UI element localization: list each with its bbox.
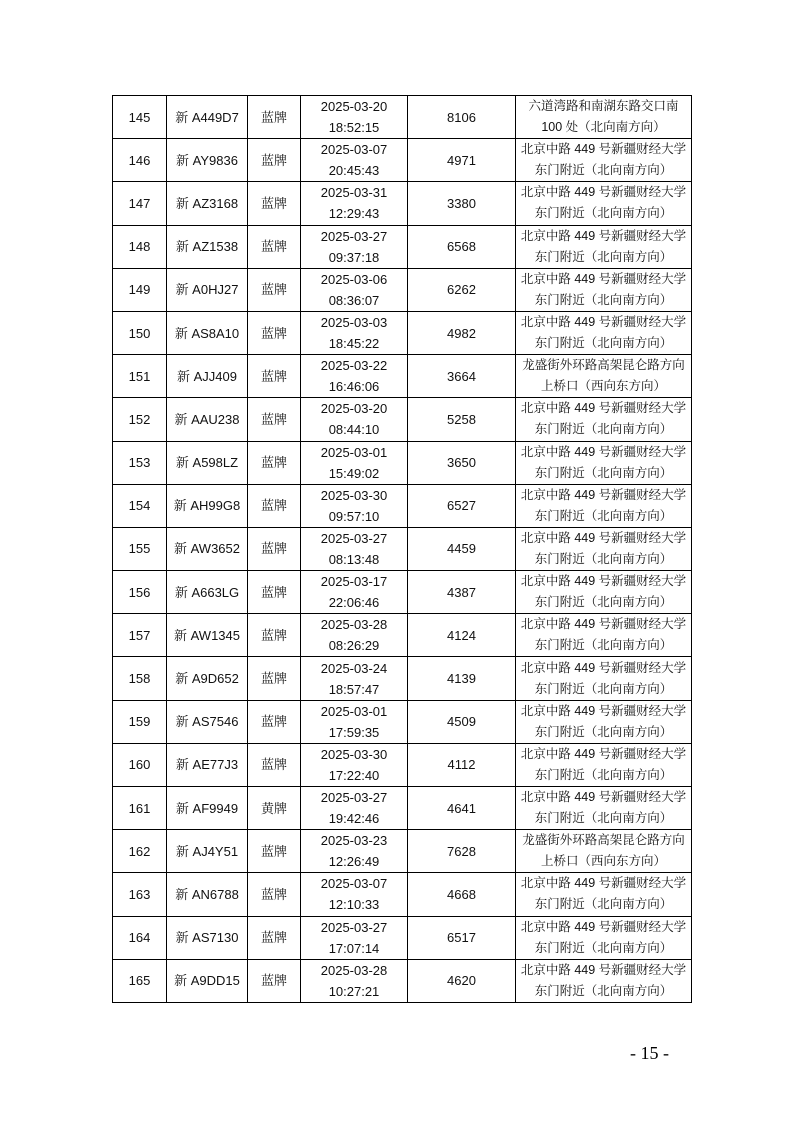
location-cell bbox=[516, 959, 692, 1002]
location-line-2: 东门附近（北向南方向） bbox=[534, 897, 673, 912]
plate-color: 蓝牌 bbox=[248, 571, 301, 614]
timestamp-cell bbox=[301, 398, 408, 441]
plate-number: 新 AS7546 bbox=[167, 700, 248, 743]
amount: 4112 bbox=[408, 743, 516, 786]
records-table bbox=[112, 95, 692, 1003]
timestamp-cell bbox=[301, 96, 408, 139]
plate-number: 新 AW1345 bbox=[167, 614, 248, 657]
row-number: 165 bbox=[113, 959, 167, 1002]
amount: 4668 bbox=[408, 873, 516, 916]
page-number: - 15 - bbox=[630, 1043, 669, 1063]
table-row bbox=[113, 916, 692, 959]
location-line-2: 东门附近（北向南方向） bbox=[534, 724, 673, 739]
plate-color: 蓝牌 bbox=[248, 959, 301, 1002]
amount: 5258 bbox=[408, 398, 516, 441]
amount: 4387 bbox=[408, 571, 516, 614]
amount: 3664 bbox=[408, 355, 516, 398]
time: 17:22:40 bbox=[328, 767, 380, 783]
plate-number: 新 AW3652 bbox=[167, 527, 248, 570]
date: 2025-03-06 bbox=[320, 271, 388, 287]
plate-color: 蓝牌 bbox=[248, 830, 301, 873]
date: 2025-03-27 bbox=[320, 228, 388, 244]
location-cell bbox=[516, 657, 692, 700]
timestamp-cell bbox=[301, 182, 408, 225]
location-cell bbox=[516, 225, 692, 268]
plate-number: 新 AJJ409 bbox=[167, 355, 248, 398]
time: 08:13:48 bbox=[328, 551, 380, 567]
date: 2025-03-01 bbox=[320, 444, 388, 460]
location-cell bbox=[516, 571, 692, 614]
table-row bbox=[113, 787, 692, 830]
table-row bbox=[113, 441, 692, 484]
row-number: 151 bbox=[113, 355, 167, 398]
records-table-body bbox=[113, 96, 692, 1003]
date: 2025-03-17 bbox=[320, 574, 388, 590]
table-row bbox=[113, 139, 692, 182]
location-cell bbox=[516, 268, 692, 311]
table-row bbox=[113, 268, 692, 311]
row-number: 163 bbox=[113, 873, 167, 916]
location-line-2: 100 处（北向南方向） bbox=[541, 120, 666, 135]
plate-number: 新 AZ1538 bbox=[167, 225, 248, 268]
location-line-1: 北京中路 449 号新疆财经大学 bbox=[520, 185, 687, 200]
time: 12:10:33 bbox=[328, 897, 380, 913]
location-line-1: 北京中路 449 号新疆财经大学 bbox=[520, 617, 687, 632]
row-number: 155 bbox=[113, 527, 167, 570]
time: 18:52:15 bbox=[328, 120, 380, 136]
table-row bbox=[113, 614, 692, 657]
location-line-2: 东门附近（北向南方向） bbox=[534, 940, 673, 955]
date: 2025-03-03 bbox=[320, 315, 388, 331]
location-cell bbox=[516, 311, 692, 354]
row-number: 152 bbox=[113, 398, 167, 441]
location-line-2: 东门附近（北向南方向） bbox=[534, 811, 673, 826]
plate-color: 蓝牌 bbox=[248, 916, 301, 959]
location-line-1: 北京中路 449 号新疆财经大学 bbox=[520, 228, 687, 243]
location-cell bbox=[516, 743, 692, 786]
date: 2025-03-20 bbox=[320, 99, 388, 115]
date: 2025-03-27 bbox=[320, 530, 388, 546]
table-row bbox=[113, 657, 692, 700]
timestamp-cell bbox=[301, 225, 408, 268]
timestamp-cell bbox=[301, 355, 408, 398]
amount: 4982 bbox=[408, 311, 516, 354]
location-cell bbox=[516, 700, 692, 743]
location-line-2: 东门附近（北向南方向） bbox=[534, 681, 673, 696]
row-number: 153 bbox=[113, 441, 167, 484]
location-line-2: 东门附近（北向南方向） bbox=[534, 551, 673, 566]
amount: 4971 bbox=[408, 139, 516, 182]
row-number: 158 bbox=[113, 657, 167, 700]
row-number: 157 bbox=[113, 614, 167, 657]
row-number: 162 bbox=[113, 830, 167, 873]
amount: 7628 bbox=[408, 830, 516, 873]
location-line-1: 北京中路 449 号新疆财经大学 bbox=[520, 703, 687, 718]
table-row bbox=[113, 571, 692, 614]
location-cell bbox=[516, 527, 692, 570]
row-number: 148 bbox=[113, 225, 167, 268]
plate-number: 新 A9DD15 bbox=[167, 959, 248, 1002]
date: 2025-03-30 bbox=[320, 487, 388, 503]
time: 16:46:06 bbox=[328, 379, 380, 395]
plate-color: 蓝牌 bbox=[248, 225, 301, 268]
location-line-2: 东门附近（北向南方向） bbox=[534, 595, 673, 610]
location-line-2: 东门附近（北向南方向） bbox=[534, 336, 673, 351]
location-cell bbox=[516, 916, 692, 959]
plate-number: 新 AZ3168 bbox=[167, 182, 248, 225]
row-number: 160 bbox=[113, 743, 167, 786]
table-row bbox=[113, 873, 692, 916]
amount: 6568 bbox=[408, 225, 516, 268]
location-line-1: 北京中路 449 号新疆财经大学 bbox=[520, 487, 687, 502]
amount: 4641 bbox=[408, 787, 516, 830]
location-cell bbox=[516, 484, 692, 527]
plate-number: 新 AH99G8 bbox=[167, 484, 248, 527]
plate-color: 蓝牌 bbox=[248, 96, 301, 139]
table-row bbox=[113, 182, 692, 225]
plate-number: 新 AS7130 bbox=[167, 916, 248, 959]
table-row bbox=[113, 225, 692, 268]
location-cell bbox=[516, 355, 692, 398]
date: 2025-03-27 bbox=[320, 790, 388, 806]
row-number: 161 bbox=[113, 787, 167, 830]
plate-color: 蓝牌 bbox=[248, 657, 301, 700]
time: 22:06:46 bbox=[328, 595, 380, 611]
date: 2025-03-23 bbox=[320, 833, 388, 849]
table-row bbox=[113, 830, 692, 873]
plate-number: 新 A663LG bbox=[167, 571, 248, 614]
time: 12:26:49 bbox=[328, 854, 380, 870]
location-line-1: 北京中路 449 号新疆财经大学 bbox=[520, 271, 687, 286]
amount: 6262 bbox=[408, 268, 516, 311]
amount: 4509 bbox=[408, 700, 516, 743]
table-row bbox=[113, 484, 692, 527]
row-number: 164 bbox=[113, 916, 167, 959]
location-line-1: 北京中路 449 号新疆财经大学 bbox=[520, 660, 687, 675]
plate-color: 蓝牌 bbox=[248, 182, 301, 225]
timestamp-cell bbox=[301, 441, 408, 484]
location-line-1: 北京中路 449 号新疆财经大学 bbox=[520, 876, 687, 891]
amount: 3380 bbox=[408, 182, 516, 225]
row-number: 156 bbox=[113, 571, 167, 614]
time: 17:07:14 bbox=[328, 940, 380, 956]
location-cell bbox=[516, 398, 692, 441]
timestamp-cell bbox=[301, 830, 408, 873]
plate-color: 蓝牌 bbox=[248, 484, 301, 527]
plate-color: 蓝牌 bbox=[248, 614, 301, 657]
location-cell bbox=[516, 139, 692, 182]
location-line-2: 东门附近（北向南方向） bbox=[534, 465, 673, 480]
date: 2025-03-30 bbox=[320, 746, 388, 762]
plate-color: 蓝牌 bbox=[248, 700, 301, 743]
timestamp-cell bbox=[301, 743, 408, 786]
timestamp-cell bbox=[301, 527, 408, 570]
amount: 4124 bbox=[408, 614, 516, 657]
plate-number: 新 AF9949 bbox=[167, 787, 248, 830]
location-line-1: 北京中路 449 号新疆财经大学 bbox=[520, 962, 687, 977]
date: 2025-03-24 bbox=[320, 660, 388, 676]
timestamp-cell bbox=[301, 484, 408, 527]
table-row bbox=[113, 959, 692, 1002]
plate-color: 蓝牌 bbox=[248, 398, 301, 441]
time: 09:57:10 bbox=[328, 508, 380, 524]
location-cell bbox=[516, 441, 692, 484]
plate-color: 蓝牌 bbox=[248, 355, 301, 398]
table-row bbox=[113, 700, 692, 743]
time: 18:45:22 bbox=[328, 336, 380, 352]
row-number: 150 bbox=[113, 311, 167, 354]
timestamp-cell bbox=[301, 139, 408, 182]
amount: 4620 bbox=[408, 959, 516, 1002]
date: 2025-03-07 bbox=[320, 142, 388, 158]
location-line-1: 北京中路 449 号新疆财经大学 bbox=[520, 530, 687, 545]
timestamp-cell bbox=[301, 657, 408, 700]
location-line-1: 北京中路 449 号新疆财经大学 bbox=[520, 574, 687, 589]
date: 2025-03-28 bbox=[320, 617, 388, 633]
location-cell bbox=[516, 182, 692, 225]
location-line-1: 龙盛街外环路高架昆仑路方向 bbox=[522, 833, 685, 848]
plate-number: 新 AE77J3 bbox=[167, 743, 248, 786]
plate-number: 新 A9D652 bbox=[167, 657, 248, 700]
amount: 3650 bbox=[408, 441, 516, 484]
timestamp-cell bbox=[301, 916, 408, 959]
location-line-2: 上桥口（西向东方向） bbox=[540, 854, 666, 869]
plate-color: 蓝牌 bbox=[248, 268, 301, 311]
date: 2025-03-20 bbox=[320, 401, 388, 417]
time: 17:59:35 bbox=[328, 724, 380, 740]
location-line-2: 东门附近（北向南方向） bbox=[534, 249, 673, 264]
location-line-1: 龙盛街外环路高架昆仑路方向 bbox=[522, 358, 685, 373]
plate-color: 蓝牌 bbox=[248, 139, 301, 182]
location-line-1: 北京中路 449 号新疆财经大学 bbox=[520, 401, 687, 416]
location-line-2: 东门附近（北向南方向） bbox=[534, 983, 673, 998]
plate-color: 黄牌 bbox=[248, 787, 301, 830]
table-row bbox=[113, 743, 692, 786]
timestamp-cell bbox=[301, 614, 408, 657]
location-line-1: 北京中路 449 号新疆财经大学 bbox=[520, 444, 687, 459]
location-line-1: 北京中路 449 号新疆财经大学 bbox=[520, 746, 687, 761]
plate-number: 新 A598LZ bbox=[167, 441, 248, 484]
amount: 4139 bbox=[408, 657, 516, 700]
date: 2025-03-07 bbox=[320, 876, 388, 892]
timestamp-cell bbox=[301, 311, 408, 354]
timestamp-cell bbox=[301, 787, 408, 830]
table-row bbox=[113, 527, 692, 570]
date: 2025-03-31 bbox=[320, 185, 388, 201]
plate-number: 新 AN6788 bbox=[167, 873, 248, 916]
time: 09:37:18 bbox=[328, 249, 380, 265]
amount: 6517 bbox=[408, 916, 516, 959]
location-line-2: 东门附近（北向南方向） bbox=[534, 638, 673, 653]
location-line-1: 北京中路 449 号新疆财经大学 bbox=[520, 919, 687, 934]
amount: 6527 bbox=[408, 484, 516, 527]
date: 2025-03-28 bbox=[320, 962, 388, 978]
timestamp-cell bbox=[301, 268, 408, 311]
row-number: 146 bbox=[113, 139, 167, 182]
plate-number: 新 AS8A10 bbox=[167, 311, 248, 354]
location-line-2: 东门附近（北向南方向） bbox=[534, 767, 673, 782]
location-line-2: 东门附近（北向南方向） bbox=[534, 206, 673, 221]
plate-number: 新 A449D7 bbox=[167, 96, 248, 139]
timestamp-cell bbox=[301, 700, 408, 743]
time: 08:44:10 bbox=[328, 422, 380, 438]
plate-color: 蓝牌 bbox=[248, 311, 301, 354]
location-cell bbox=[516, 830, 692, 873]
time: 08:36:07 bbox=[328, 292, 380, 308]
location-cell bbox=[516, 787, 692, 830]
row-number: 154 bbox=[113, 484, 167, 527]
row-number: 149 bbox=[113, 268, 167, 311]
time: 20:45:43 bbox=[328, 163, 380, 179]
plate-color: 蓝牌 bbox=[248, 743, 301, 786]
row-number: 147 bbox=[113, 182, 167, 225]
location-line-1: 六道湾路和南湖东路交口南 bbox=[528, 99, 679, 114]
timestamp-cell bbox=[301, 873, 408, 916]
location-line-1: 北京中路 449 号新疆财经大学 bbox=[520, 790, 687, 805]
table-row bbox=[113, 398, 692, 441]
time: 15:49:02 bbox=[328, 465, 380, 481]
time: 08:26:29 bbox=[328, 638, 380, 654]
row-number: 159 bbox=[113, 700, 167, 743]
plate-number: 新 AY9836 bbox=[167, 139, 248, 182]
amount: 4459 bbox=[408, 527, 516, 570]
location-line-1: 北京中路 449 号新疆财经大学 bbox=[520, 142, 687, 157]
location-line-2: 上桥口（西向东方向） bbox=[540, 379, 666, 394]
location-line-1: 北京中路 449 号新疆财经大学 bbox=[520, 315, 687, 330]
plate-number: 新 A0HJ27 bbox=[167, 268, 248, 311]
timestamp-cell bbox=[301, 571, 408, 614]
table-row bbox=[113, 355, 692, 398]
location-line-2: 东门附近（北向南方向） bbox=[534, 508, 673, 523]
location-cell bbox=[516, 873, 692, 916]
plate-color: 蓝牌 bbox=[248, 873, 301, 916]
date: 2025-03-27 bbox=[320, 919, 388, 935]
location-cell bbox=[516, 614, 692, 657]
plate-color: 蓝牌 bbox=[248, 441, 301, 484]
table-row bbox=[113, 311, 692, 354]
location-cell bbox=[516, 96, 692, 139]
time: 10:27:21 bbox=[328, 983, 380, 999]
plate-number: 新 AJ4Y51 bbox=[167, 830, 248, 873]
date: 2025-03-01 bbox=[320, 703, 388, 719]
plate-number: 新 AAU238 bbox=[167, 398, 248, 441]
time: 19:42:46 bbox=[328, 811, 380, 827]
table-row bbox=[113, 96, 692, 139]
location-line-2: 东门附近（北向南方向） bbox=[534, 422, 673, 437]
row-number: 145 bbox=[113, 96, 167, 139]
timestamp-cell bbox=[301, 959, 408, 1002]
time: 18:57:47 bbox=[328, 681, 380, 697]
plate-color: 蓝牌 bbox=[248, 527, 301, 570]
amount: 8106 bbox=[408, 96, 516, 139]
date: 2025-03-22 bbox=[320, 358, 388, 374]
location-line-2: 东门附近（北向南方向） bbox=[534, 163, 673, 178]
location-line-2: 东门附近（北向南方向） bbox=[534, 292, 673, 307]
time: 12:29:43 bbox=[328, 206, 380, 222]
